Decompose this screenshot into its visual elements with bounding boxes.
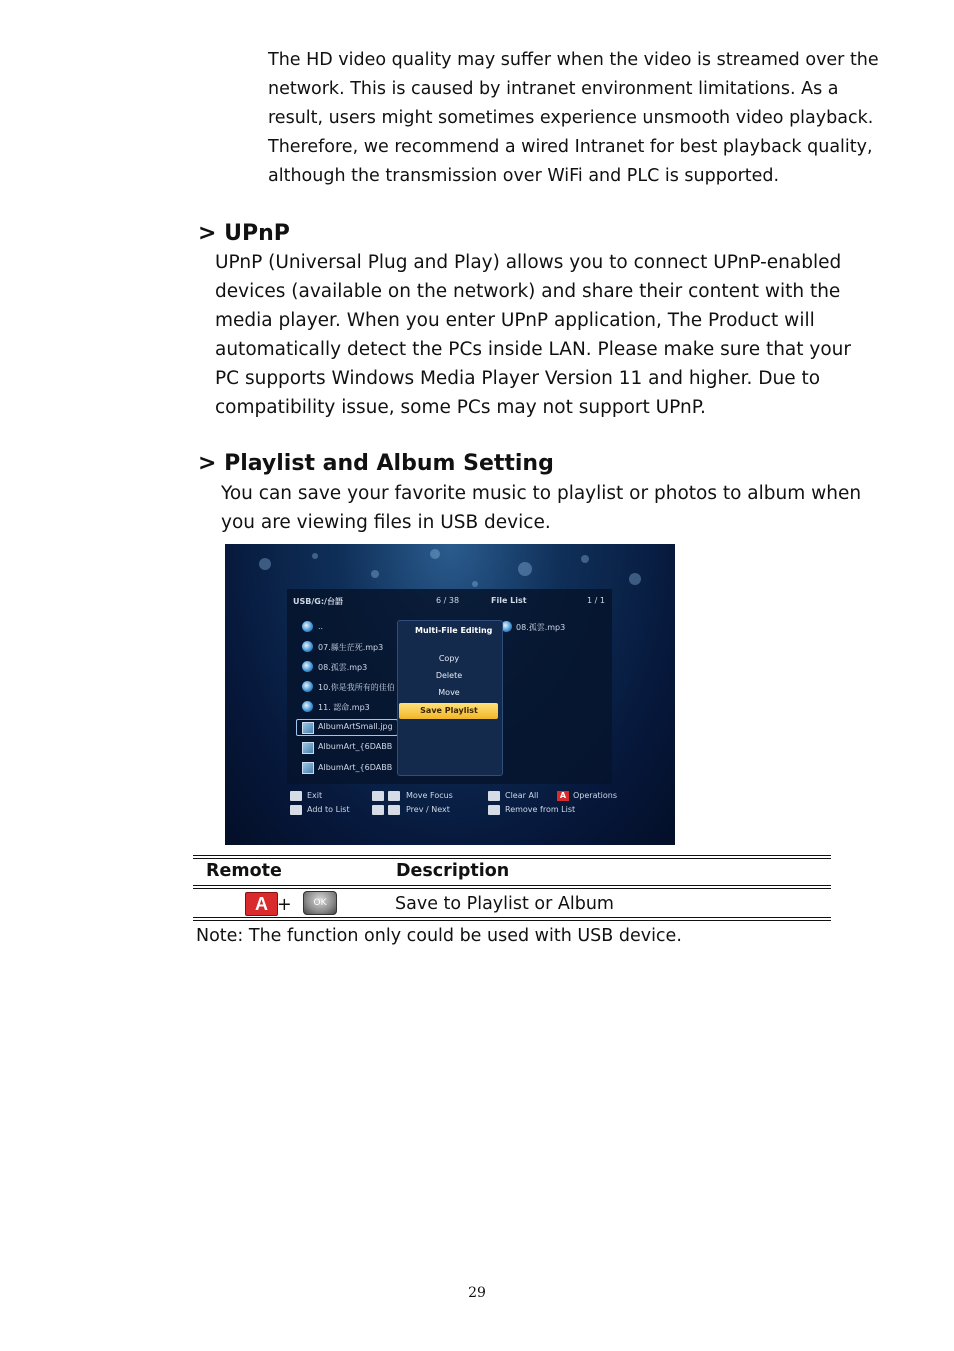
file-item[interactable]: 11. 認命.mp3 xyxy=(318,703,370,712)
hint-remove-from-list: Remove from List xyxy=(505,805,576,814)
table-top-rule-double xyxy=(193,858,831,859)
music-file-icon xyxy=(302,641,313,652)
left-key-icon xyxy=(372,791,384,801)
intro-note: The HD video quality may suffer when the video is streamed over the network. This is caused by intranet environment limitations. As a result, users might sometimes experience unsmooth video playback. Therefore, we recommend a wired Intranet for best playback quality, although the transmission over WiFi and PLC is supported. xyxy=(268,50,879,186)
exit-key-icon xyxy=(290,791,302,801)
menu-item-copy[interactable]: Copy xyxy=(438,654,460,663)
hint-add-to-list: Add to List xyxy=(307,805,350,814)
table-header-rule xyxy=(193,885,831,886)
image-file-icon xyxy=(302,722,314,734)
table-header-description: Description xyxy=(396,861,510,881)
media-player-screenshot xyxy=(225,544,675,845)
ok-button-icon: OK xyxy=(303,891,337,915)
file-item[interactable]: AlbumArtSmall.jpg xyxy=(318,722,393,731)
hint-operations: Operations xyxy=(573,791,617,800)
folder-up-icon xyxy=(302,621,313,632)
menu-item-delete[interactable]: Delete xyxy=(435,671,463,680)
multi-file-editing-menu xyxy=(397,620,503,776)
stop-key-icon xyxy=(488,791,500,801)
menu-item-move[interactable]: Move xyxy=(438,688,460,697)
upnp-heading: > UPnP xyxy=(198,221,290,246)
table-cell-description: Save to Playlist or Album xyxy=(395,894,614,914)
image-file-icon xyxy=(302,742,314,754)
table-bottom-rule xyxy=(193,917,831,918)
prev-key-icon xyxy=(372,805,384,815)
hint-move-focus: Move Focus xyxy=(406,791,453,800)
plus-sign: + xyxy=(277,895,292,915)
file-item[interactable]: 10.你是我所有的佳伯 xyxy=(318,683,395,692)
music-file-icon xyxy=(302,701,313,712)
file-list-counter: 1 / 1 xyxy=(587,596,605,605)
playlist-heading: > Playlist and Album Setting xyxy=(198,451,554,476)
music-file-icon xyxy=(302,661,313,672)
playlist-body: You can save your favorite music to playlist or photos to album when you are viewing files in USB device. xyxy=(221,483,862,533)
music-file-icon xyxy=(302,681,313,692)
file-list-item[interactable]: 08.孤雲.mp3 xyxy=(516,623,566,632)
a-key-icon: A xyxy=(557,791,569,801)
file-item[interactable]: AlbumArt_{6DABB xyxy=(318,742,393,751)
usb-note: Note: The function only could be used with USB device. xyxy=(196,926,682,946)
file-list-panel xyxy=(487,589,612,784)
menu-item-save-playlist[interactable]: Save Playlist xyxy=(420,706,478,715)
file-item[interactable]: AlbumArt_{6DABB xyxy=(318,763,393,772)
hint-exit: Exit xyxy=(307,791,323,800)
current-path: USB/G:/台語 xyxy=(293,597,343,606)
table-header-remote: Remote xyxy=(206,861,282,881)
next-key-icon xyxy=(388,805,400,815)
file-item[interactable]: .. xyxy=(318,622,324,631)
page-number: 29 xyxy=(468,1285,486,1301)
menu-title: Multi-File Editing xyxy=(415,626,493,635)
play-key-icon xyxy=(290,805,302,815)
right-key-icon xyxy=(388,791,400,801)
file-item[interactable]: 07.縣生茫死.mp3 xyxy=(318,643,384,652)
table-bottom-rule-double xyxy=(193,920,831,921)
image-file-icon xyxy=(302,762,314,774)
hint-prev-next: Prev / Next xyxy=(406,805,450,814)
a-button-icon: A xyxy=(245,892,278,916)
play-key-icon xyxy=(488,805,500,815)
file-item[interactable]: 08.孤雲.mp3 xyxy=(318,663,368,672)
file-list-title: File List xyxy=(491,596,527,605)
hint-clear-all: Clear All xyxy=(505,791,539,800)
table-header-rule-double xyxy=(193,888,831,889)
upnp-body: UPnP (Universal Plug and Play) allows you to connect UPnP-enabled devices (available on the network) and share their content with the media player. When you enter UPnP application, The Product will automatically detect the PCs inside LAN. Please make sure that your PC supports Windows Media Player Version 11 and higher. Due to compatibility issue, some PCs may not support UPnP. xyxy=(215,252,852,418)
table-top-rule xyxy=(193,855,831,856)
file-counter: 6 / 38 xyxy=(436,596,460,605)
